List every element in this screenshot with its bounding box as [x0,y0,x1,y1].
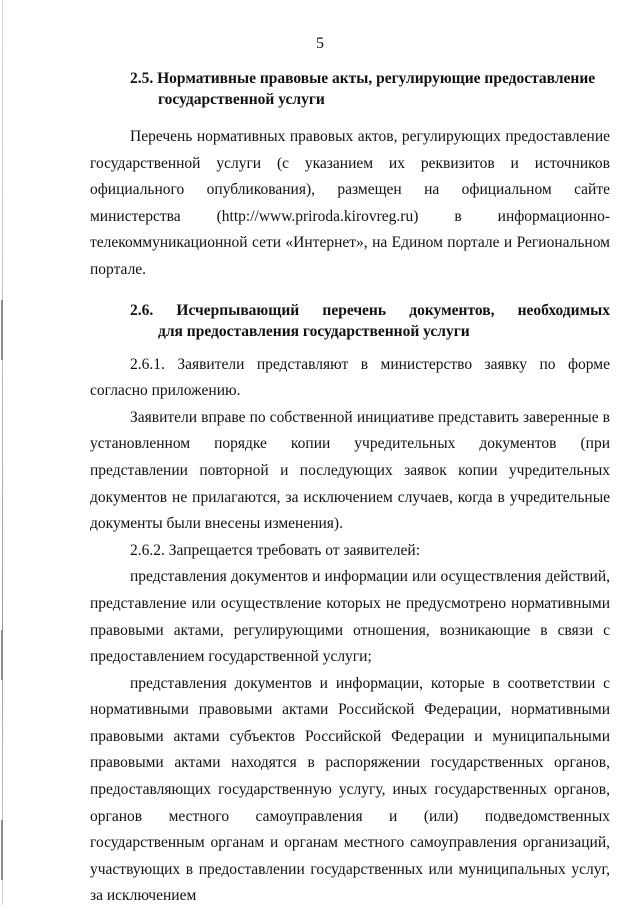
document-body [90,68,610,910]
section-2-5-heading [90,68,610,110]
section-2-6-heading [90,300,610,342]
section-2-5-paragraph: Перечень нормативных правовых актов, регулирующих предоставление государственной услуги (с указанием их реквизитов и источников официального опубликования), размещен на официальном сайте министерства (http://www.priroda.kirovreg.ru) в информационно-телекоммуникационной сети «Интернет», на Едином портале и Региональном портале. [90,128,610,278]
paragraph-2-6-1: 2.6.1. Заявители представляют в министерство заявку по форме согласно приложению. [90,355,610,400]
section-2-6-heading-line2: для предоставления государственной услуги [158,322,470,340]
paragraph-2-6-2: 2.6.2. Запрещается требовать от заявителей: [130,541,421,559]
paragraph-prohibition-2: представления документов и информации, которые в соответствии с нормативными правовыми актами Российской Федерации, нормативными правовыми актами субъектов Российской Федерации и муниципальными правовыми актами находятся в распоряжении государственных органов, предоставляющих государственную услугу, иных государственных органов, органов местного самоуправления и (или) подведомственных государственным органам и органам местного самоуправления организаций, участвующих в предоставлении государственных или муниципальных услуг, за исключением [90,674,610,905]
scan-edge-line [2,0,3,905]
paragraph-founding-documents: Заявители вправе по собственной инициативе представить заверенные в установленном порядке копии учредительных документов (при представлении повторной и последующих заявок копии учредительных документов не прилагаются, за исключением случаев, когда в учредительные документы были внесены изменения). [90,408,610,533]
page-number: 5 [316,35,324,52]
scan-edge-mark [1,630,3,680]
scan-edge-mark [1,300,3,360]
section-2-5-heading-line1: 2.5. Нормативные правовые акты, регулирующие предоставление [130,70,596,87]
scan-edge-mark [1,820,3,880]
paragraph-prohibition-1: представления документов и информации или осуществления действий, представление или осуществление которых не предусмотрено нормативными правовыми актами, регулирующими отношения, возникающие в связи с предоставлением государственной услуги; [90,568,610,666]
section-2-6-heading-line1: 2.6. Исчерпывающий перечень документов, необходимых [130,301,610,319]
section-2-5-heading-line2: государственной услуги [158,91,325,108]
